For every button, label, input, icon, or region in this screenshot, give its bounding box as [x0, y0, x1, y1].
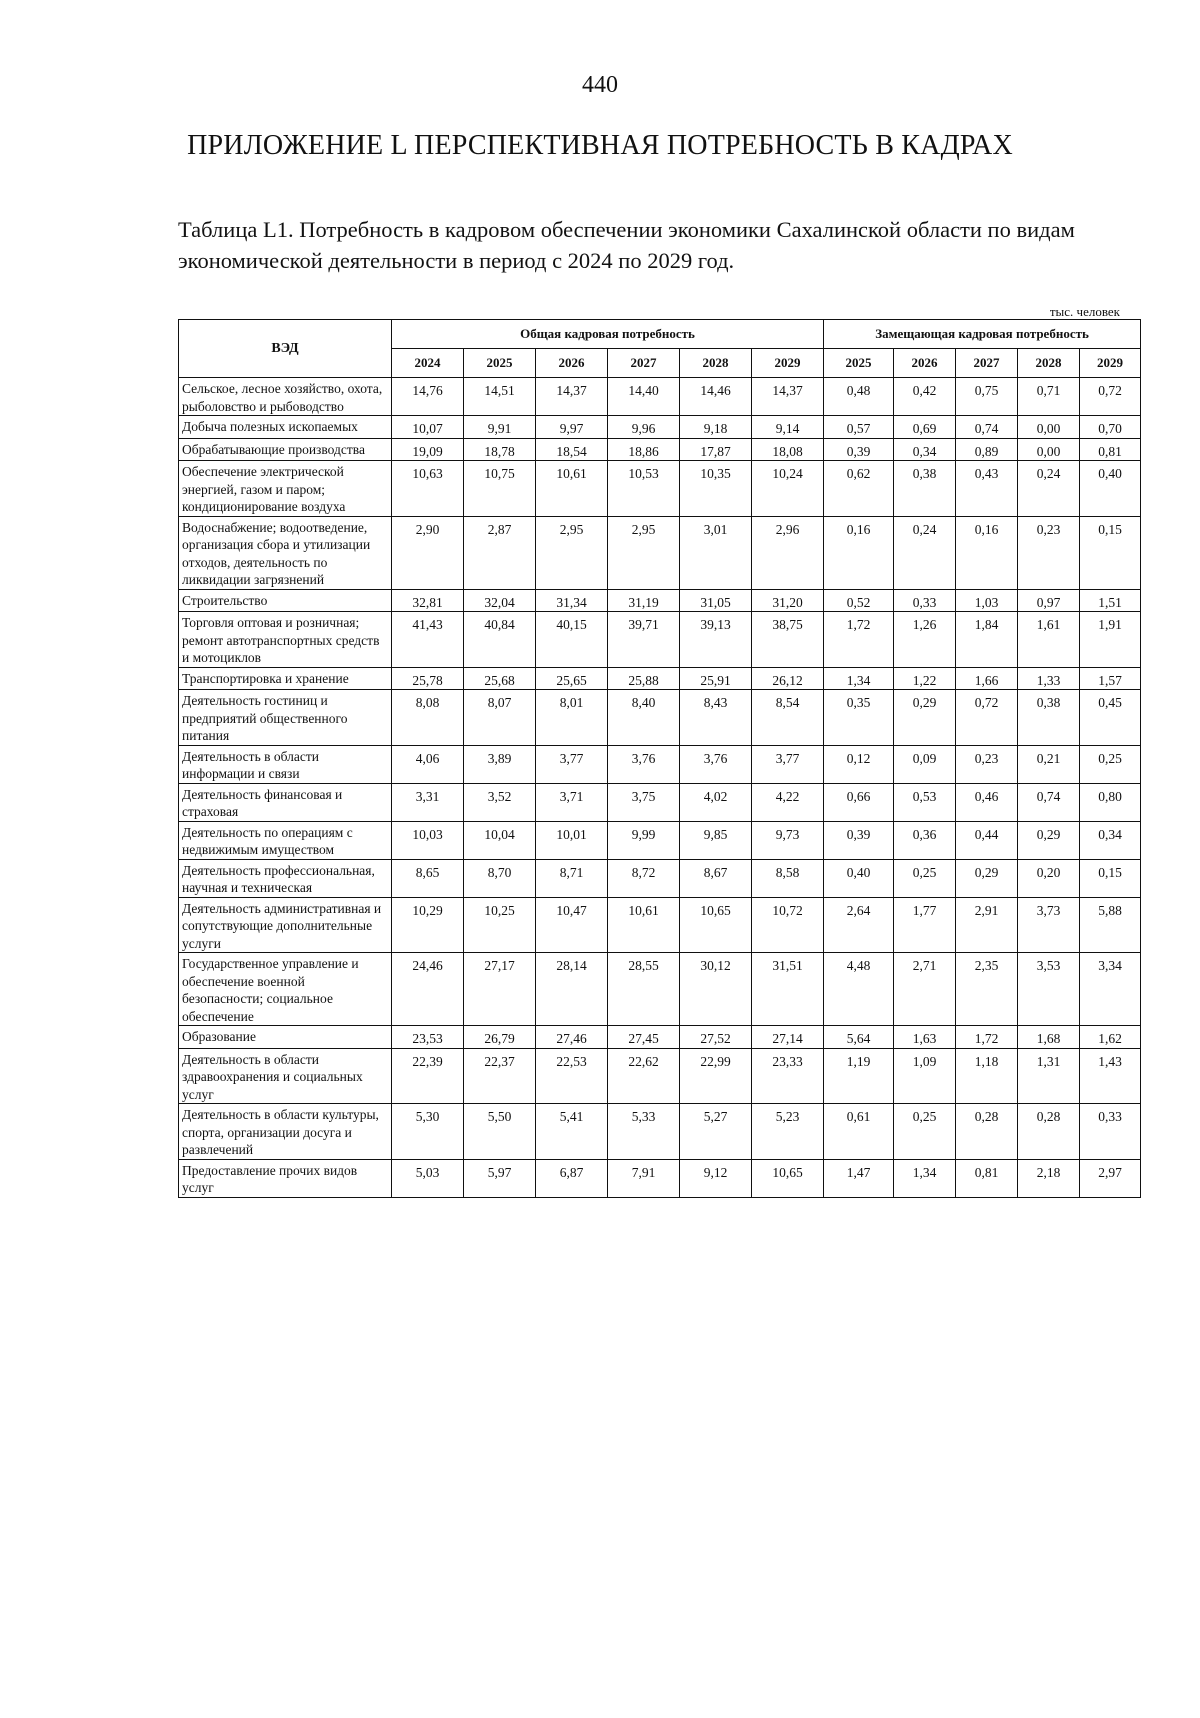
header-total-year: 2027 — [608, 349, 680, 378]
table-row — [179, 745, 1141, 783]
cell-replacing-value: 0,33 — [1080, 1104, 1141, 1160]
cell-replacing-value: 0,35 — [824, 690, 894, 746]
cell-total-value: 8,65 — [392, 859, 464, 897]
header-ved: ВЭД — [179, 320, 392, 378]
cell-total-value: 3,31 — [392, 783, 464, 821]
cell-total-value: 3,01 — [680, 516, 752, 589]
cell-replacing-value: 1,26 — [894, 612, 956, 668]
cell-total-value: 8,43 — [680, 690, 752, 746]
header-total-group: Общая кадровая потребность — [392, 320, 824, 349]
cell-total-value: 14,51 — [464, 378, 536, 416]
table-row — [179, 438, 1141, 461]
cell-total-value: 27,52 — [680, 1026, 752, 1049]
cell-total-value: 8,54 — [752, 690, 824, 746]
cell-total-value: 18,86 — [608, 438, 680, 461]
cell-total-value: 3,52 — [464, 783, 536, 821]
cell-total-value: 22,62 — [608, 1048, 680, 1104]
table-row — [179, 1104, 1141, 1160]
table-row — [179, 821, 1141, 859]
cell-total-value: 41,43 — [392, 612, 464, 668]
cell-total-value: 3,75 — [608, 783, 680, 821]
cell-replacing-value: 0,57 — [824, 416, 894, 439]
cell-total-value: 40,15 — [536, 612, 608, 668]
cell-total-value: 31,05 — [680, 589, 752, 612]
cell-replacing-value: 0,61 — [824, 1104, 894, 1160]
cell-total-value: 3,71 — [536, 783, 608, 821]
units-label: тыс. человек — [1049, 304, 1120, 319]
row-activity-name: Сельское, лесное хозяйство, охота, рыболовство и рыбоводство — [179, 378, 392, 416]
cell-total-value: 14,46 — [680, 378, 752, 416]
cell-replacing-value: 0,15 — [1080, 516, 1141, 589]
cell-replacing-value: 1,63 — [894, 1026, 956, 1049]
cell-total-value: 10,53 — [608, 461, 680, 517]
cell-total-value: 8,58 — [752, 859, 824, 897]
cell-replacing-value: 3,53 — [1018, 953, 1080, 1026]
cell-total-value: 5,33 — [608, 1104, 680, 1160]
cell-total-value: 32,81 — [392, 589, 464, 612]
cell-total-value: 10,01 — [536, 821, 608, 859]
cell-replacing-value: 5,64 — [824, 1026, 894, 1049]
table-row — [179, 667, 1141, 690]
row-activity-name: Деятельность профессиональная, научная и техническая — [179, 859, 392, 897]
cell-total-value: 2,90 — [392, 516, 464, 589]
cell-total-value: 2,95 — [536, 516, 608, 589]
cell-replacing-value: 0,23 — [1018, 516, 1080, 589]
row-activity-name: Деятельность по операциям с недвижимым имуществом — [179, 821, 392, 859]
cell-replacing-value: 2,18 — [1018, 1159, 1080, 1197]
cell-replacing-value: 1,34 — [894, 1159, 956, 1197]
cell-replacing-value: 2,91 — [956, 897, 1018, 953]
table-row — [179, 589, 1141, 612]
cell-total-value: 25,88 — [608, 667, 680, 690]
cell-replacing-value: 0,33 — [894, 589, 956, 612]
cell-replacing-value: 0,29 — [894, 690, 956, 746]
cell-total-value: 5,41 — [536, 1104, 608, 1160]
cell-total-value: 18,08 — [752, 438, 824, 461]
cell-replacing-value: 0,71 — [1018, 378, 1080, 416]
cell-replacing-value: 0,34 — [1080, 821, 1141, 859]
cell-replacing-value: 0,36 — [894, 821, 956, 859]
cell-replacing-value: 1,09 — [894, 1048, 956, 1104]
cell-total-value: 2,95 — [608, 516, 680, 589]
cell-total-value: 8,08 — [392, 690, 464, 746]
cell-total-value: 9,99 — [608, 821, 680, 859]
cell-total-value: 14,40 — [608, 378, 680, 416]
row-activity-name: Добыча полезных ископаемых — [179, 416, 392, 439]
cell-replacing-value: 0,25 — [1080, 745, 1141, 783]
cell-replacing-value: 4,48 — [824, 953, 894, 1026]
cell-total-value: 3,89 — [464, 745, 536, 783]
table-row — [179, 378, 1141, 416]
table-header — [179, 320, 1141, 378]
table-body — [179, 378, 1141, 1198]
cell-total-value: 10,65 — [752, 1159, 824, 1197]
cell-replacing-value: 0,43 — [956, 461, 1018, 517]
cell-total-value: 31,20 — [752, 589, 824, 612]
cell-total-value: 9,91 — [464, 416, 536, 439]
cell-replacing-value: 1,62 — [1080, 1026, 1141, 1049]
cell-replacing-value: 0,21 — [1018, 745, 1080, 783]
cell-total-value: 28,55 — [608, 953, 680, 1026]
cell-total-value: 22,37 — [464, 1048, 536, 1104]
row-activity-name: Деятельность в области здравоохранения и социальных услуг — [179, 1048, 392, 1104]
header-total-year: 2029 — [752, 349, 824, 378]
cell-total-value: 8,07 — [464, 690, 536, 746]
table-row — [179, 1026, 1141, 1049]
cell-total-value: 40,84 — [464, 612, 536, 668]
cell-total-value: 7,91 — [608, 1159, 680, 1197]
cell-total-value: 2,87 — [464, 516, 536, 589]
cell-replacing-value: 0,25 — [894, 1104, 956, 1160]
cell-replacing-value: 2,71 — [894, 953, 956, 1026]
cell-replacing-value: 0,62 — [824, 461, 894, 517]
cell-total-value: 8,01 — [536, 690, 608, 746]
row-activity-name: Деятельность финансовая и страховая — [179, 783, 392, 821]
table-row — [179, 1048, 1141, 1104]
cell-replacing-value: 0,29 — [956, 859, 1018, 897]
cell-total-value: 4,06 — [392, 745, 464, 783]
cell-total-value: 8,72 — [608, 859, 680, 897]
row-activity-name: Торговля оптовая и розничная; ремонт автотранспортных средств и мотоциклов — [179, 612, 392, 668]
cell-total-value: 27,45 — [608, 1026, 680, 1049]
cell-replacing-value: 3,73 — [1018, 897, 1080, 953]
cell-replacing-value: 0,16 — [956, 516, 1018, 589]
header-replacing-year: 2028 — [1018, 349, 1080, 378]
cell-replacing-value: 0,40 — [824, 859, 894, 897]
cell-total-value: 4,02 — [680, 783, 752, 821]
cell-total-value: 38,75 — [752, 612, 824, 668]
table-row — [179, 516, 1141, 589]
cell-replacing-value: 0,74 — [956, 416, 1018, 439]
cell-replacing-value: 1,03 — [956, 589, 1018, 612]
cell-replacing-value: 0,53 — [894, 783, 956, 821]
cell-replacing-value: 0,00 — [1018, 438, 1080, 461]
cell-total-value: 5,27 — [680, 1104, 752, 1160]
cell-replacing-value: 1,18 — [956, 1048, 1018, 1104]
cell-total-value: 14,37 — [536, 378, 608, 416]
row-activity-name: Обрабатывающие производства — [179, 438, 392, 461]
cell-replacing-value: 0,28 — [1018, 1104, 1080, 1160]
cell-total-value: 10,61 — [608, 897, 680, 953]
cell-total-value: 19,09 — [392, 438, 464, 461]
staffing-table — [178, 319, 1141, 1198]
cell-total-value: 10,75 — [464, 461, 536, 517]
cell-total-value: 22,53 — [536, 1048, 608, 1104]
cell-total-value: 9,96 — [608, 416, 680, 439]
cell-replacing-value: 0,72 — [956, 690, 1018, 746]
cell-replacing-value: 1,66 — [956, 667, 1018, 690]
cell-replacing-value: 0,29 — [1018, 821, 1080, 859]
cell-total-value: 5,30 — [392, 1104, 464, 1160]
cell-total-value: 17,87 — [680, 438, 752, 461]
cell-total-value: 24,46 — [392, 953, 464, 1026]
cell-replacing-value: 0,39 — [824, 438, 894, 461]
table-caption: Таблица L1. Потребность в кадровом обеспечении экономики Сахалинской области по видам экономической деятельности в период с 2024 по 2029 год. — [178, 217, 1075, 273]
row-activity-name: Строительство — [179, 589, 392, 612]
cell-replacing-value: 0,81 — [956, 1159, 1018, 1197]
cell-replacing-value: 0,66 — [824, 783, 894, 821]
cell-replacing-value: 1,91 — [1080, 612, 1141, 668]
cell-replacing-value: 1,72 — [956, 1026, 1018, 1049]
cell-replacing-value: 0,72 — [1080, 378, 1141, 416]
row-activity-name: Обеспечение электрической энергией, газом и паром; кондиционирование воздуха — [179, 461, 392, 517]
cell-replacing-value: 0,74 — [1018, 783, 1080, 821]
cell-replacing-value: 0,46 — [956, 783, 1018, 821]
cell-total-value: 10,25 — [464, 897, 536, 953]
table-row — [179, 1159, 1141, 1197]
cell-total-value: 10,24 — [752, 461, 824, 517]
cell-replacing-value: 1,57 — [1080, 667, 1141, 690]
cell-total-value: 22,99 — [680, 1048, 752, 1104]
cell-replacing-value: 2,97 — [1080, 1159, 1141, 1197]
cell-total-value: 9,14 — [752, 416, 824, 439]
cell-total-value: 39,71 — [608, 612, 680, 668]
cell-replacing-value: 0,20 — [1018, 859, 1080, 897]
cell-replacing-value: 1,61 — [1018, 612, 1080, 668]
cell-total-value: 2,96 — [752, 516, 824, 589]
cell-total-value: 8,70 — [464, 859, 536, 897]
header-total-year: 2026 — [536, 349, 608, 378]
header-replacing-year: 2029 — [1080, 349, 1141, 378]
cell-total-value: 8,40 — [608, 690, 680, 746]
cell-total-value: 3,77 — [752, 745, 824, 783]
cell-total-value: 18,78 — [464, 438, 536, 461]
cell-replacing-value: 1,31 — [1018, 1048, 1080, 1104]
cell-total-value: 8,71 — [536, 859, 608, 897]
cell-replacing-value: 1,33 — [1018, 667, 1080, 690]
cell-total-value: 5,50 — [464, 1104, 536, 1160]
cell-replacing-value: 0,89 — [956, 438, 1018, 461]
cell-replacing-value: 1,22 — [894, 667, 956, 690]
cell-replacing-value: 2,64 — [824, 897, 894, 953]
cell-replacing-value: 1,47 — [824, 1159, 894, 1197]
table-row — [179, 859, 1141, 897]
cell-total-value: 6,87 — [536, 1159, 608, 1197]
cell-replacing-value: 0,24 — [894, 516, 956, 589]
header-replacing-group: Замещающая кадровая потребность — [824, 320, 1141, 349]
cell-total-value: 8,67 — [680, 859, 752, 897]
header-replacing-year: 2027 — [956, 349, 1018, 378]
row-activity-name: Транспортировка и хранение — [179, 667, 392, 690]
cell-replacing-value: 0,44 — [956, 821, 1018, 859]
cell-replacing-value: 0,38 — [1018, 690, 1080, 746]
cell-replacing-value: 0,28 — [956, 1104, 1018, 1160]
row-activity-name: Деятельность в области культуры, спорта, организации досуга и развлечений — [179, 1104, 392, 1160]
cell-total-value: 10,29 — [392, 897, 464, 953]
cell-replacing-value: 1,68 — [1018, 1026, 1080, 1049]
row-activity-name: Деятельность гостиниц и предприятий общественного питания — [179, 690, 392, 746]
cell-total-value: 4,22 — [752, 783, 824, 821]
cell-replacing-value: 1,84 — [956, 612, 1018, 668]
cell-total-value: 10,07 — [392, 416, 464, 439]
cell-replacing-value: 5,88 — [1080, 897, 1141, 953]
header-total-year: 2028 — [680, 349, 752, 378]
cell-replacing-value: 0,75 — [956, 378, 1018, 416]
cell-total-value: 10,72 — [752, 897, 824, 953]
cell-total-value: 10,35 — [680, 461, 752, 517]
cell-total-value: 26,79 — [464, 1026, 536, 1049]
cell-total-value: 31,51 — [752, 953, 824, 1026]
cell-replacing-value: 1,51 — [1080, 589, 1141, 612]
cell-total-value: 10,65 — [680, 897, 752, 953]
header-replacing-year: 2025 — [824, 349, 894, 378]
cell-replacing-value: 0,48 — [824, 378, 894, 416]
row-activity-name: Деятельность административная и сопутствующие дополнительные услуги — [179, 897, 392, 953]
cell-total-value: 10,63 — [392, 461, 464, 517]
cell-replacing-value: 0,25 — [894, 859, 956, 897]
cell-replacing-value: 0,38 — [894, 461, 956, 517]
cell-replacing-value: 1,72 — [824, 612, 894, 668]
table-row — [179, 953, 1141, 1026]
cell-total-value: 5,23 — [752, 1104, 824, 1160]
cell-total-value: 25,65 — [536, 667, 608, 690]
cell-total-value: 23,53 — [392, 1026, 464, 1049]
cell-replacing-value: 0,34 — [894, 438, 956, 461]
cell-total-value: 28,14 — [536, 953, 608, 1026]
header-replacing-year: 2026 — [894, 349, 956, 378]
cell-total-value: 39,13 — [680, 612, 752, 668]
cell-replacing-value: 0,70 — [1080, 416, 1141, 439]
header-total-year: 2024 — [392, 349, 464, 378]
row-activity-name: Государственное управление и обеспечение военной безопасности; социальное обеспечение — [179, 953, 392, 1026]
cell-total-value: 23,33 — [752, 1048, 824, 1104]
cell-total-value: 9,85 — [680, 821, 752, 859]
cell-replacing-value: 0,69 — [894, 416, 956, 439]
cell-total-value: 3,76 — [680, 745, 752, 783]
cell-total-value: 26,12 — [752, 667, 824, 690]
cell-replacing-value: 3,34 — [1080, 953, 1141, 1026]
cell-replacing-value: 0,52 — [824, 589, 894, 612]
cell-total-value: 30,12 — [680, 953, 752, 1026]
cell-total-value: 27,46 — [536, 1026, 608, 1049]
table-row — [179, 461, 1141, 517]
cell-total-value: 31,19 — [608, 589, 680, 612]
cell-replacing-value: 0,97 — [1018, 589, 1080, 612]
cell-replacing-value: 0,81 — [1080, 438, 1141, 461]
cell-replacing-value: 0,12 — [824, 745, 894, 783]
cell-replacing-value: 1,34 — [824, 667, 894, 690]
cell-total-value: 27,14 — [752, 1026, 824, 1049]
table-row — [179, 416, 1141, 439]
cell-total-value: 25,68 — [464, 667, 536, 690]
cell-replacing-value: 0,00 — [1018, 416, 1080, 439]
cell-replacing-value: 0,45 — [1080, 690, 1141, 746]
cell-total-value: 32,04 — [464, 589, 536, 612]
table-row — [179, 690, 1141, 746]
cell-total-value: 3,76 — [608, 745, 680, 783]
cell-total-value: 31,34 — [536, 589, 608, 612]
cell-total-value: 22,39 — [392, 1048, 464, 1104]
header-total-year: 2025 — [464, 349, 536, 378]
cell-total-value: 10,04 — [464, 821, 536, 859]
cell-replacing-value: 0,24 — [1018, 461, 1080, 517]
table-row — [179, 783, 1141, 821]
cell-total-value: 10,03 — [392, 821, 464, 859]
cell-total-value: 10,47 — [536, 897, 608, 953]
cell-total-value: 27,17 — [464, 953, 536, 1026]
cell-replacing-value: 1,43 — [1080, 1048, 1141, 1104]
cell-replacing-value: 0,23 — [956, 745, 1018, 783]
table-row — [179, 612, 1141, 668]
row-activity-name: Образование — [179, 1026, 392, 1049]
cell-replacing-value: 0,15 — [1080, 859, 1141, 897]
table-row — [179, 897, 1141, 953]
row-activity-name: Деятельность в области информации и связи — [179, 745, 392, 783]
cell-total-value: 18,54 — [536, 438, 608, 461]
cell-replacing-value: 1,77 — [894, 897, 956, 953]
cell-replacing-value: 2,35 — [956, 953, 1018, 1026]
cell-replacing-value: 1,19 — [824, 1048, 894, 1104]
appendix-title: ПРИЛОЖЕНИЕ L ПЕРСПЕКТИВНАЯ ПОТРЕБНОСТЬ В КАДРАХ — [187, 130, 1013, 161]
cell-total-value: 9,73 — [752, 821, 824, 859]
cell-replacing-value: 0,39 — [824, 821, 894, 859]
cell-replacing-value: 0,80 — [1080, 783, 1141, 821]
cell-replacing-value: 0,40 — [1080, 461, 1141, 517]
cell-total-value: 9,97 — [536, 416, 608, 439]
cell-total-value: 9,18 — [680, 416, 752, 439]
cell-total-value: 10,61 — [536, 461, 608, 517]
cell-replacing-value: 0,09 — [894, 745, 956, 783]
page-number: 440 — [582, 72, 618, 98]
cell-total-value: 9,12 — [680, 1159, 752, 1197]
row-activity-name: Предоставление прочих видов услуг — [179, 1159, 392, 1197]
cell-total-value: 5,97 — [464, 1159, 536, 1197]
cell-replacing-value: 0,16 — [824, 516, 894, 589]
cell-total-value: 25,91 — [680, 667, 752, 690]
cell-replacing-value: 0,42 — [894, 378, 956, 416]
cell-total-value: 3,77 — [536, 745, 608, 783]
cell-total-value: 14,76 — [392, 378, 464, 416]
cell-total-value: 14,37 — [752, 378, 824, 416]
row-activity-name: Водоснабжение; водоотведение, организация сбора и утилизации отходов, деятельность по ликвидации загрязнений — [179, 516, 392, 589]
cell-total-value: 5,03 — [392, 1159, 464, 1197]
cell-total-value: 25,78 — [392, 667, 464, 690]
